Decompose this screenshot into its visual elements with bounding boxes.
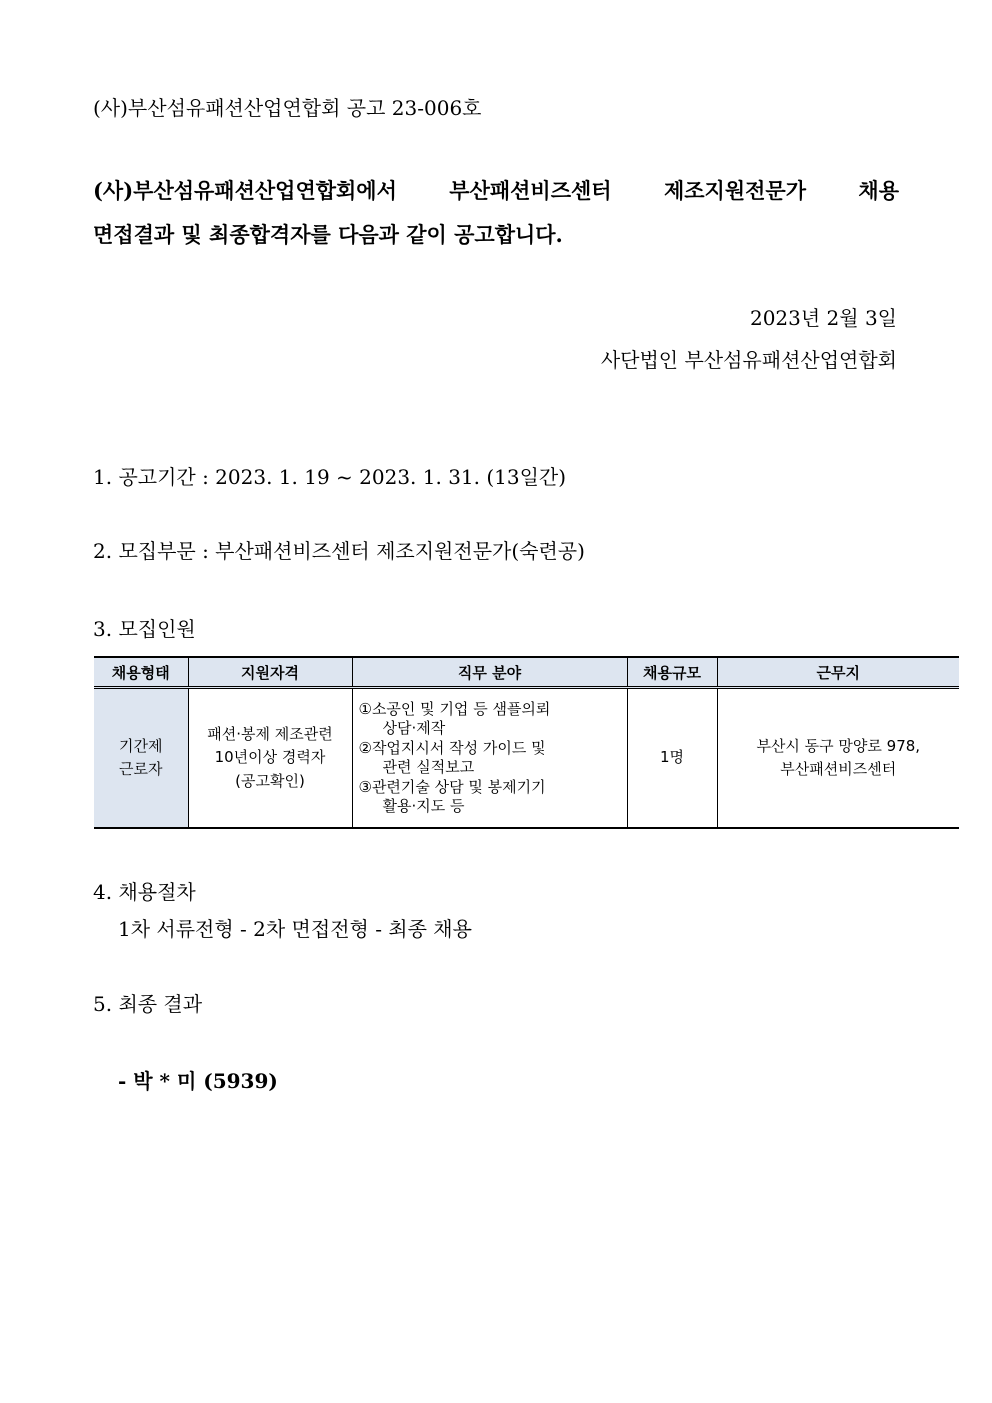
organization-name: 사단법인 부산섬유패션산업연합회: [600, 348, 897, 372]
section-headcount-title: 3. 모집인원: [93, 617, 196, 641]
duty-text: ②작업지시서 작성 가이드 및: [358, 738, 546, 757]
cell-line: 패션·봉제 제조관련: [207, 725, 333, 744]
employment-type-cell: [94, 688, 188, 829]
duty-text: 활용·지도 등: [382, 797, 465, 815]
headline: [93, 175, 899, 249]
headline-line-2: 면접결과 및 최종합격자를 다음과 같이 공고합니다.: [93, 222, 563, 247]
section-period: 1. 공고기간 : 2023. 1. 19 ~ 2023. 1. 31. (13일간): [93, 465, 567, 489]
scale-cell: 1명: [627, 688, 717, 829]
table-header: 직무 분야: [352, 657, 627, 688]
table-header: 채용형태: [94, 657, 188, 688]
table-header: 근무지: [717, 657, 959, 688]
headline-line-1: [93, 175, 899, 205]
qualification-cell: [188, 688, 352, 829]
section-procedure-title: 4. 채용절차: [93, 880, 196, 904]
duty-text: ③관련기술 상담 및 봉제기기: [358, 777, 546, 796]
headline-word: 채용: [858, 178, 899, 203]
section-field: 2. 모집부문 : 부산패션비즈센터 제조지원전문가(숙련공): [93, 539, 585, 563]
headline-word: 제조지원전문가: [663, 178, 806, 203]
cell-line: 기간제: [119, 736, 163, 755]
recruitment-table: [94, 656, 959, 829]
cell-line: (공고확인): [235, 771, 305, 790]
duty-item: [359, 739, 621, 778]
duty-text: 관련 실적보고: [382, 758, 475, 776]
cell-line: 근로자: [119, 760, 163, 778]
cell-line: 부산패션비즈센터: [780, 760, 897, 778]
headline-word: 부산패션비즈센터: [449, 178, 612, 203]
table-row: [94, 688, 959, 829]
section-procedure-text: 1차 서류전형 - 2차 면접전형 - 최종 채용: [118, 917, 472, 941]
notice-number: (사)부산섬유패션산업연합회 공고 23-006호: [93, 96, 482, 120]
section-result-title: 5. 최종 결과: [93, 992, 203, 1016]
cell-line: 10년이상 경력자: [214, 748, 326, 767]
location-cell: [717, 688, 959, 829]
table-header: 지원자격: [188, 657, 352, 688]
table-header: 채용규모: [627, 657, 717, 688]
duty-item: [359, 778, 621, 817]
headline-word: (사)부산섬유패션산업연합회에서: [93, 178, 397, 203]
announcement-date: 2023년 2월 3일: [749, 306, 897, 330]
final-result: - 박 * 미 (5939): [118, 1069, 278, 1093]
duty-text: ①소공인 및 기업 등 샘플의뢰: [358, 699, 551, 718]
duty-text: 상담·제작: [382, 719, 446, 737]
cell-line: 부산시 동구 망양로 978,: [756, 736, 921, 755]
table-header-row: [94, 657, 959, 688]
duty-item: [359, 700, 621, 739]
duties-cell: [352, 688, 627, 829]
